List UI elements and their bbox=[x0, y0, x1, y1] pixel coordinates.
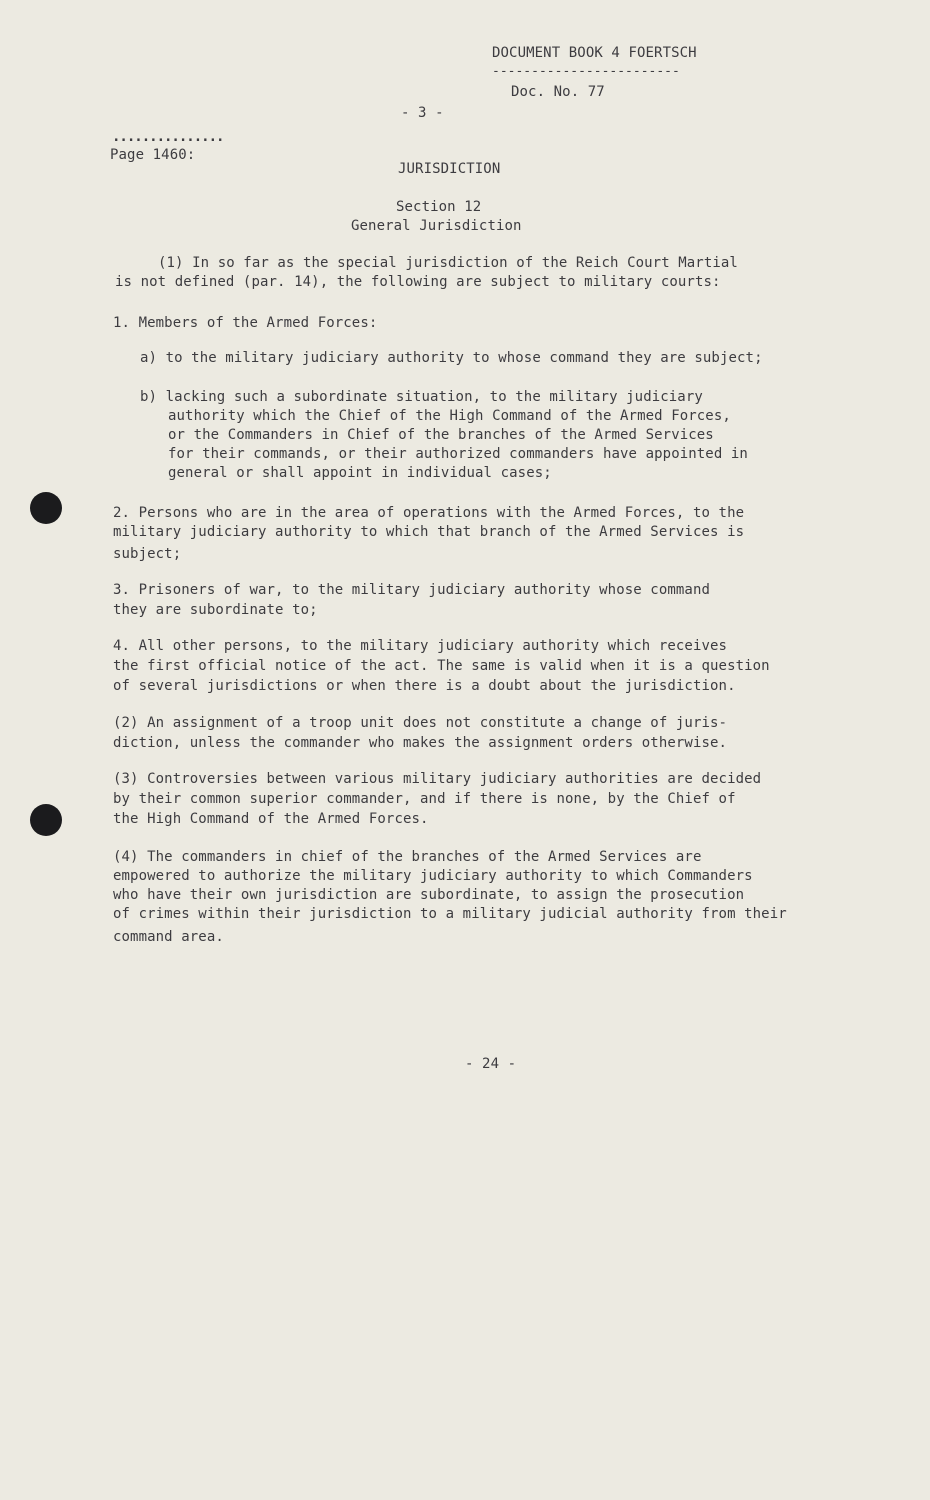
paragraph-1-line-2: is not defined (par. 14), the following are subject to military courts: bbox=[115, 274, 721, 290]
item-4-line-1: 4. All other persons, to the military judiciary authority which receives bbox=[113, 638, 728, 654]
source-dots: ............... bbox=[112, 129, 224, 145]
paragraph-4-line-4: of crimes within their jurisdiction to a military judicial authority from their bbox=[113, 906, 787, 922]
punch-hole-bottom bbox=[30, 804, 62, 836]
item-1b-line-4: for their commands, or their authorized commanders have appointed in bbox=[168, 446, 748, 462]
item-2-line-1: 2. Persons who are in the area of operations with the Armed Forces, to the bbox=[113, 505, 745, 521]
item-1-heading: 1. Members of the Armed Forces: bbox=[113, 315, 378, 331]
item-3-line-1: 3. Prisoners of war, to the military judiciary authority whose command bbox=[113, 582, 711, 598]
footer-page-number: - 24 - bbox=[465, 1056, 517, 1072]
paragraph-3-line-2: by their common superior commander, and if there is none, by the Chief of bbox=[113, 791, 736, 807]
item-1a: a) to the military judiciary authority to whose command they are subject; bbox=[140, 350, 763, 366]
item-1b-line-1: b) lacking such a subordinate situation, to the military judiciary bbox=[140, 389, 703, 405]
page-marker: - 3 - bbox=[401, 105, 444, 121]
paragraph-1-line-1: (1) In so far as the special jurisdiction of the Reich Court Martial bbox=[158, 255, 738, 271]
page-title: JURISDICTION bbox=[398, 161, 501, 177]
section-name: General Jurisdiction bbox=[351, 218, 522, 234]
paragraph-4-line-2: empowered to authorize the military judiciary authority to which Commanders bbox=[113, 868, 753, 884]
paragraph-2-line-2: diction, unless the commander who makes the assignment orders otherwise. bbox=[113, 735, 728, 751]
item-4-line-2: the first official notice of the act. The same is valid when it is a question bbox=[113, 658, 770, 674]
section-number: Section 12 bbox=[396, 199, 482, 215]
punch-hole-top bbox=[30, 492, 62, 524]
document-book-label: DOCUMENT BOOK 4 FOERTSCH bbox=[492, 45, 697, 61]
source-page: Page 1460: bbox=[110, 147, 196, 163]
doc-number: Doc. No. 77 bbox=[511, 84, 605, 100]
item-1b-line-3: or the Commanders in Chief of the branches of the Armed Services bbox=[168, 427, 714, 443]
paragraph-4-line-5: command area. bbox=[113, 929, 224, 945]
paragraph-4-line-3: who have their own jurisdiction are subordinate, to assign the prosecution bbox=[113, 887, 745, 903]
item-4-line-3: of several jurisdictions or when there is a doubt about the jurisdiction. bbox=[113, 678, 736, 694]
item-3-line-2: they are subordinate to; bbox=[113, 602, 318, 618]
paragraph-2-line-1: (2) An assignment of a troop unit does not constitute a change of juris- bbox=[113, 715, 728, 731]
item-1b-line-5: general or shall appoint in individual cases; bbox=[168, 465, 552, 481]
paragraph-3-line-3: the High Command of the Armed Forces. bbox=[113, 811, 429, 827]
header-separator: ------------------------ bbox=[492, 64, 680, 79]
item-2-line-2: military judiciary authority to which that branch of the Armed Services is bbox=[113, 524, 745, 540]
paragraph-4-line-1: (4) The commanders in chief of the branches of the Armed Services are bbox=[113, 849, 702, 865]
item-1b-line-2: authority which the Chief of the High Command of the Armed Forces, bbox=[168, 408, 731, 424]
item-2-line-3: subject; bbox=[113, 546, 182, 562]
paragraph-3-line-1: (3) Controversies between various military judiciary authorities are decided bbox=[113, 771, 762, 787]
